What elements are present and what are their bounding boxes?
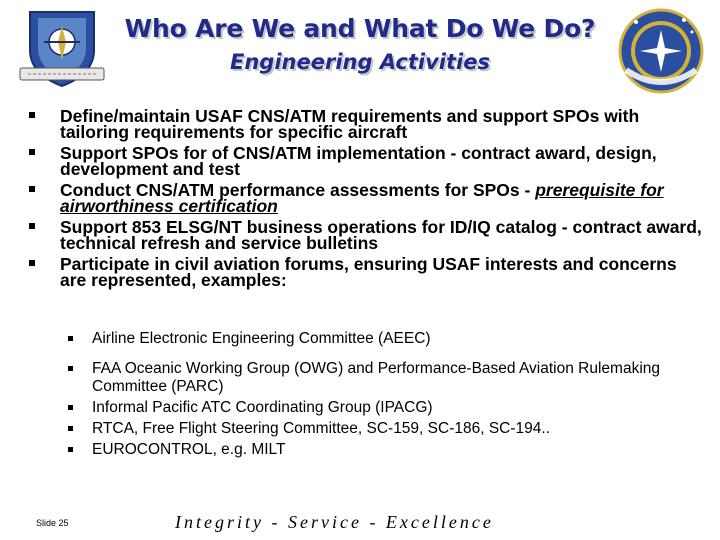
sub-bullet-item — [66, 420, 706, 438]
sub-bullet-item — [66, 330, 706, 348]
bullet-text: Support SPOs for of CNS/ATM implementation - contract award, design, development and test — [60, 143, 657, 179]
footer-motto: Integrity - Service - Excellence — [175, 512, 494, 532]
square-bullet-icon — [68, 426, 73, 431]
bullet-text: Conduct CNS/ATM performance assessments for SPOs - — [60, 180, 536, 200]
bullet-emphasis-text: prerequisite for airworthiness certification — [60, 180, 664, 216]
sub-bullet-text: RTCA, Free Flight Steering Committee, SC-159, SC-186, SC-194.. — [92, 420, 550, 437]
sub-bullet-list-lower — [66, 360, 706, 459]
square-bullet-icon — [29, 186, 35, 192]
sub-bullet-item — [66, 399, 706, 417]
bullet-item — [24, 145, 704, 177]
bullet-item — [24, 256, 704, 288]
bullet-item — [24, 182, 704, 214]
bullet-text: Define/maintain USAF CNS/ATM requirements and support SPOs with tailoring requirements for specific aircraft — [60, 106, 640, 142]
bullet-text: Participate in civil aviation forums, ensuring USAF interests and concerns are represented, examples: — [60, 254, 677, 290]
slide-subtitle: Engineering Activities — [230, 50, 490, 74]
bullet-text: Support 853 ELSG/NT business operations for ID/IQ catalog - contract award, technical refresh and service bulletins — [60, 217, 702, 253]
sub-bullet-list-upper — [66, 330, 706, 348]
slide-title: Who Are We and What Do We Do? — [124, 14, 596, 43]
square-bullet-icon — [68, 366, 73, 371]
bullet-item — [24, 219, 704, 251]
sub-bullet-text: Airline Electronic Engineering Committee (AEEC) — [92, 330, 431, 347]
sub-bullet-text: FAA Oceanic Working Group (OWG) and Performance-Based Aviation Rulemaking Committee (PARC) — [92, 360, 661, 395]
bullet-item — [24, 108, 704, 140]
main-bullet-list — [24, 108, 704, 293]
square-bullet-icon — [68, 405, 73, 410]
square-bullet-icon — [29, 149, 35, 155]
slide-number: Slide 25 — [36, 518, 69, 528]
square-bullet-icon — [29, 223, 35, 229]
square-bullet-icon — [68, 447, 73, 452]
square-bullet-icon — [29, 112, 35, 118]
square-bullet-icon — [29, 260, 35, 266]
square-bullet-icon — [68, 336, 73, 341]
sub-bullet-text: Informal Pacific ATC Coordinating Group (IPACG) — [92, 399, 433, 416]
sub-bullet-item — [66, 360, 706, 396]
sub-bullet-text: EUROCONTROL, e.g. MILT — [92, 441, 286, 458]
sub-bullet-item — [66, 441, 706, 459]
